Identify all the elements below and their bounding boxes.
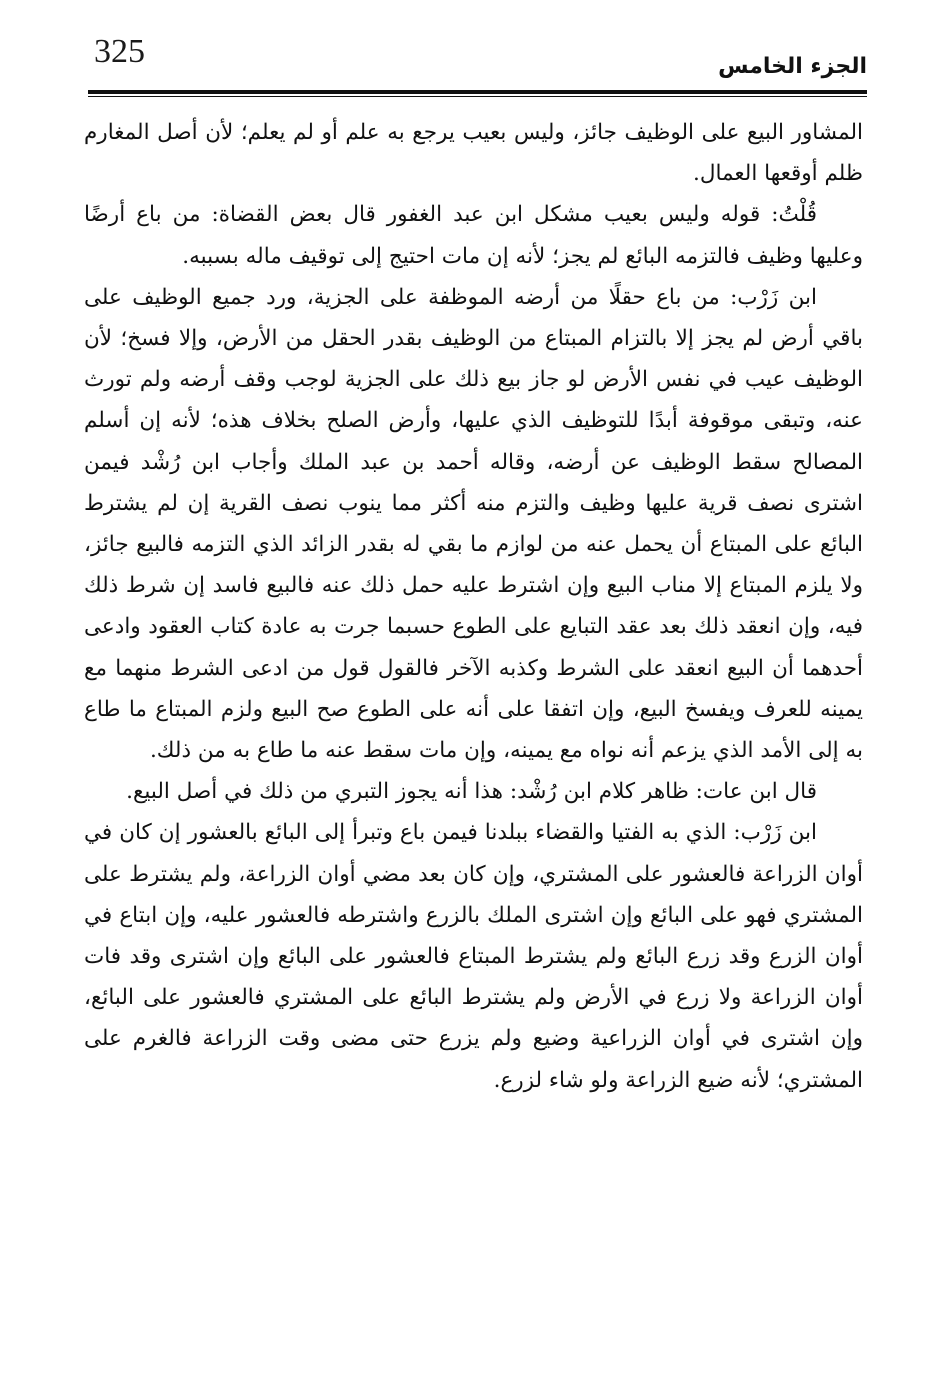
paragraph-ibn-zarb-1: ابن زَرْب: من باع حقلًا من أرضه الموظفة على الجزية، ورد جميع الوظيف على باقي أرض لم يجز إلا بالتزام المبتاع من الوظيف بقدر الحقل من الأرض، وإلا فسخ؛ لأن الوظيف عيب في نفس الأرض لو جاز بيع ذلك على الجزية لوجب وقف أرضه ولم تورث عنه، وتبقى موقوفة أبدًا للتوظيف الذي عليها، وأرض الصلح بخلاف هذه؛ لأنه إن أسلم المصالح سقط الوظيف عن أرضه، وقاله أحمد بن عبد الملك وأجاب ابن رُشْد فيمن اشترى نصف قرية عليها وظيف والتزم منه أكثر مما ينوب نصف القرية إن لم يشترط البائع على المبتاع أن يحمل عنه من لوازم ما بقي له بقدر الزائد الذي التزمه فالبيع جائز، ولا يلزم المبتاع إلا مناب البيع وإن اشترط عليه حمل ذلك عنه فالبيع فاسد إن شرط ذلك فيه، وإن انعقد ذلك بعد عقد التبايع على الطوع حسبما جرت به عادة كتاب العقود وادعى أحدهما أن البيع انعقد على الشرط وكذبه الآخر فالقول قول من ادعى الشرط منهما مع يمينه للعرف ويفسخ البيع، وإن اتفقا على أنه على الطوع صح البيع ولزم المبتاع ما طاع به إلى الأمد الذي يزعم أنه نواه مع يمينه، وإن مات سقط عنه ما طاع به من ذلك. [84,284,863,764]
paragraph-continuation: المشاور البيع على الوظيف جائز، وليس بعيب يرجع به علم أو لم يعلم؛ لأن أصل المغارم ظلم أوقعها العمال. [84,120,863,187]
paragraph-ibn-aat: قال ابن عات: ظاهر كلام ابن رُشْد: هذا أنه يجوز التبري من ذلك في أصل البيع. [126,779,817,805]
part-title: الجزء الخامس [718,54,867,79]
paragraph-ibn-zarb-2: ابن زَرْب: الذي به الفتيا والقضاء ببلدنا فيمن باع وتبرأ إلى البائع بالعشور إن كان في أوان الزراعة فالعشور على المشتري، وإن كان بعد مضي أوان الزراعة، ولم يشترط على المشتري فهو على البائع وإن اشترى الملك بالزرع واشترطه فالعشور عليه، وإن ابتاع في أوان الزرع وقد زرع البائع ولم يشترط المبتاع فالعشور على البائع وإن اشترى وقد فات أوان الزراعة ولا زرع في الأرض ولم يشترط البائع على المشتري فالعشور على البائع، وإن اشترى في أوان الزراعية وضيع ولم يزرع حتى مضى وقت الزراعة فالغرم على المشتري؛ لأنه ضيع الزراعة ولو شاء لزرع. [84,820,863,1093]
page-number: 325 [94,33,145,70]
body-text [84,112,863,1101]
paragraph-qultu: قُلْتُ: قوله وليس بعيب مشكل ابن عبد الغفور قال بعض القضاة: من باع أرضًا وعليها وظيف فالتزمه البائع لم يجز؛ لأنه إن مات احتيج إلى توقيف ماله بسببه. [84,202,863,269]
page-header [88,32,867,96]
header-rule-thick [88,90,867,94]
header-rule-thin [88,96,867,97]
